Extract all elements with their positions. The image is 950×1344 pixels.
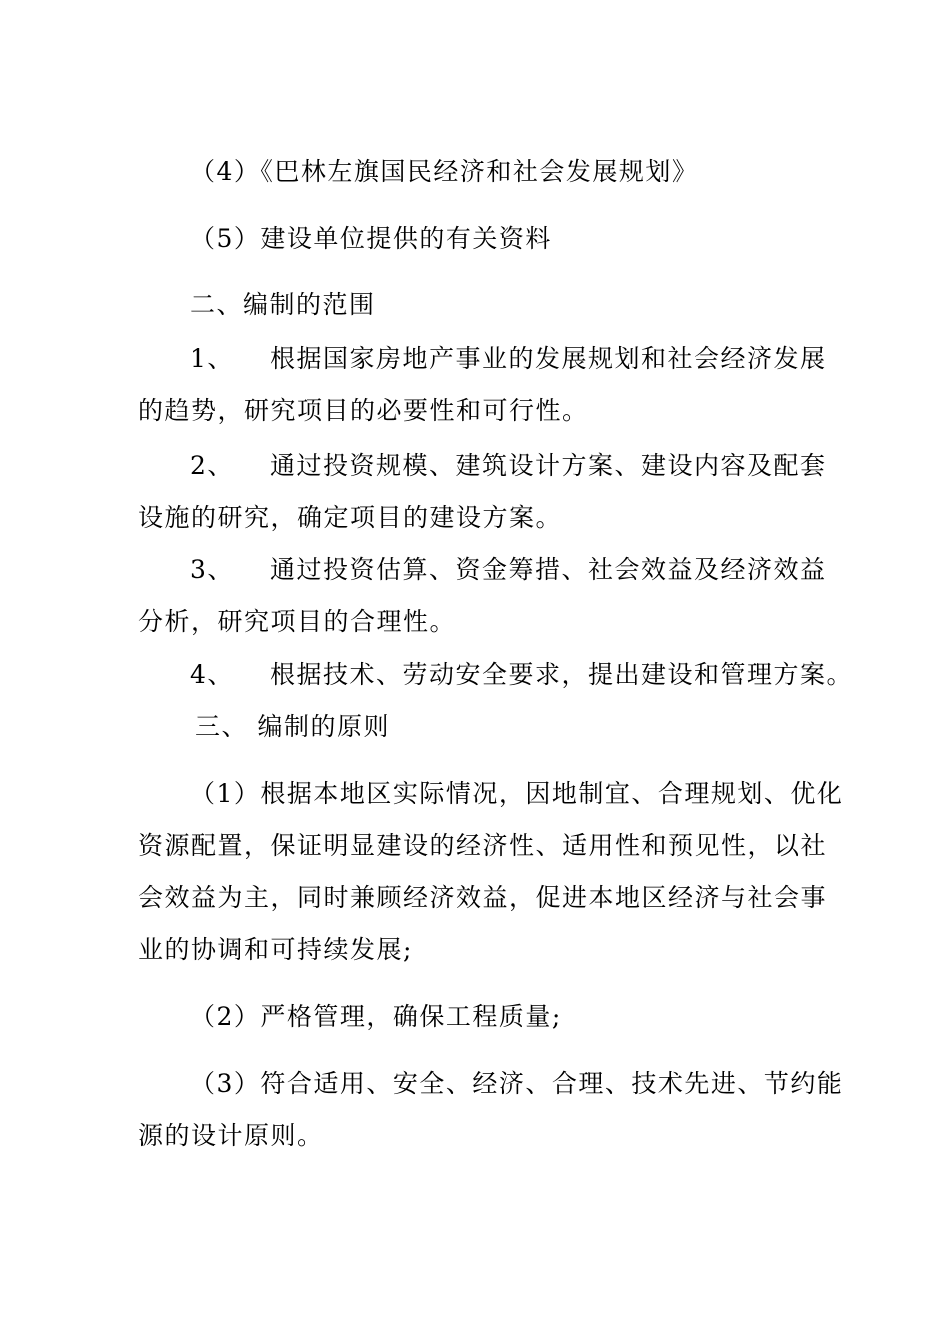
reference-item-5: （5）建设单位提供的有关资料 xyxy=(190,224,552,253)
principle-3-line1: （3）符合适用、安全、经济、合理、技术先进、节约能 xyxy=(190,1069,844,1098)
scope-item-2-line2: 设施的研究，确定项目的建设方案。 xyxy=(138,503,563,532)
principle-1-line2: 资源配置，保证明显建设的经济性、适用性和预见性，以社 xyxy=(138,831,828,860)
scope-item-text: 通过投资规模、建筑设计方案、建设内容及配套 xyxy=(270,451,827,480)
reference-item-4: （4）《巴林左旗国民经济和社会发展规划》 xyxy=(190,157,699,186)
scope-item-4-line1 xyxy=(190,660,853,690)
scope-item-text: 根据技术、劳动安全要求，提出建设和管理方案。 xyxy=(270,660,854,689)
scope-item-3-line1 xyxy=(190,555,827,585)
principle-1-line4: 业的协调和可持续发展; xyxy=(138,935,413,964)
section-heading-scope: 二、编制的范围 xyxy=(190,290,376,319)
scope-item-text: 根据国家房地产事业的发展规划和社会经济发展 xyxy=(270,344,827,373)
section-heading-principles: 三、 编制的原则 xyxy=(195,712,390,741)
principle-3-line2: 源的设计原则。 xyxy=(138,1121,324,1150)
scope-item-1-line2: 的趋势，研究项目的必要性和可行性。 xyxy=(138,396,589,425)
scope-item-number: 3、 xyxy=(190,555,234,584)
scope-item-number: 2、 xyxy=(190,451,234,480)
scope-item-1-line1 xyxy=(190,344,827,374)
scope-item-text: 通过投资估算、资金筹措、社会效益及经济效益 xyxy=(270,555,827,584)
principle-1-line1: （1）根据本地区实际情况，因地制宜、合理规划、优化 xyxy=(190,779,844,808)
scope-item-2-line1 xyxy=(190,451,827,481)
scope-item-number: 1、 xyxy=(190,344,234,373)
principle-2: （2）严格管理，确保工程质量; xyxy=(190,1002,562,1031)
scope-item-number: 4、 xyxy=(190,660,234,689)
scope-item-3-line2: 分析，研究项目的合理性。 xyxy=(138,607,457,636)
principle-1-line3: 会效益为主，同时兼顾经济效益，促进本地区经济与社会事 xyxy=(138,883,828,912)
